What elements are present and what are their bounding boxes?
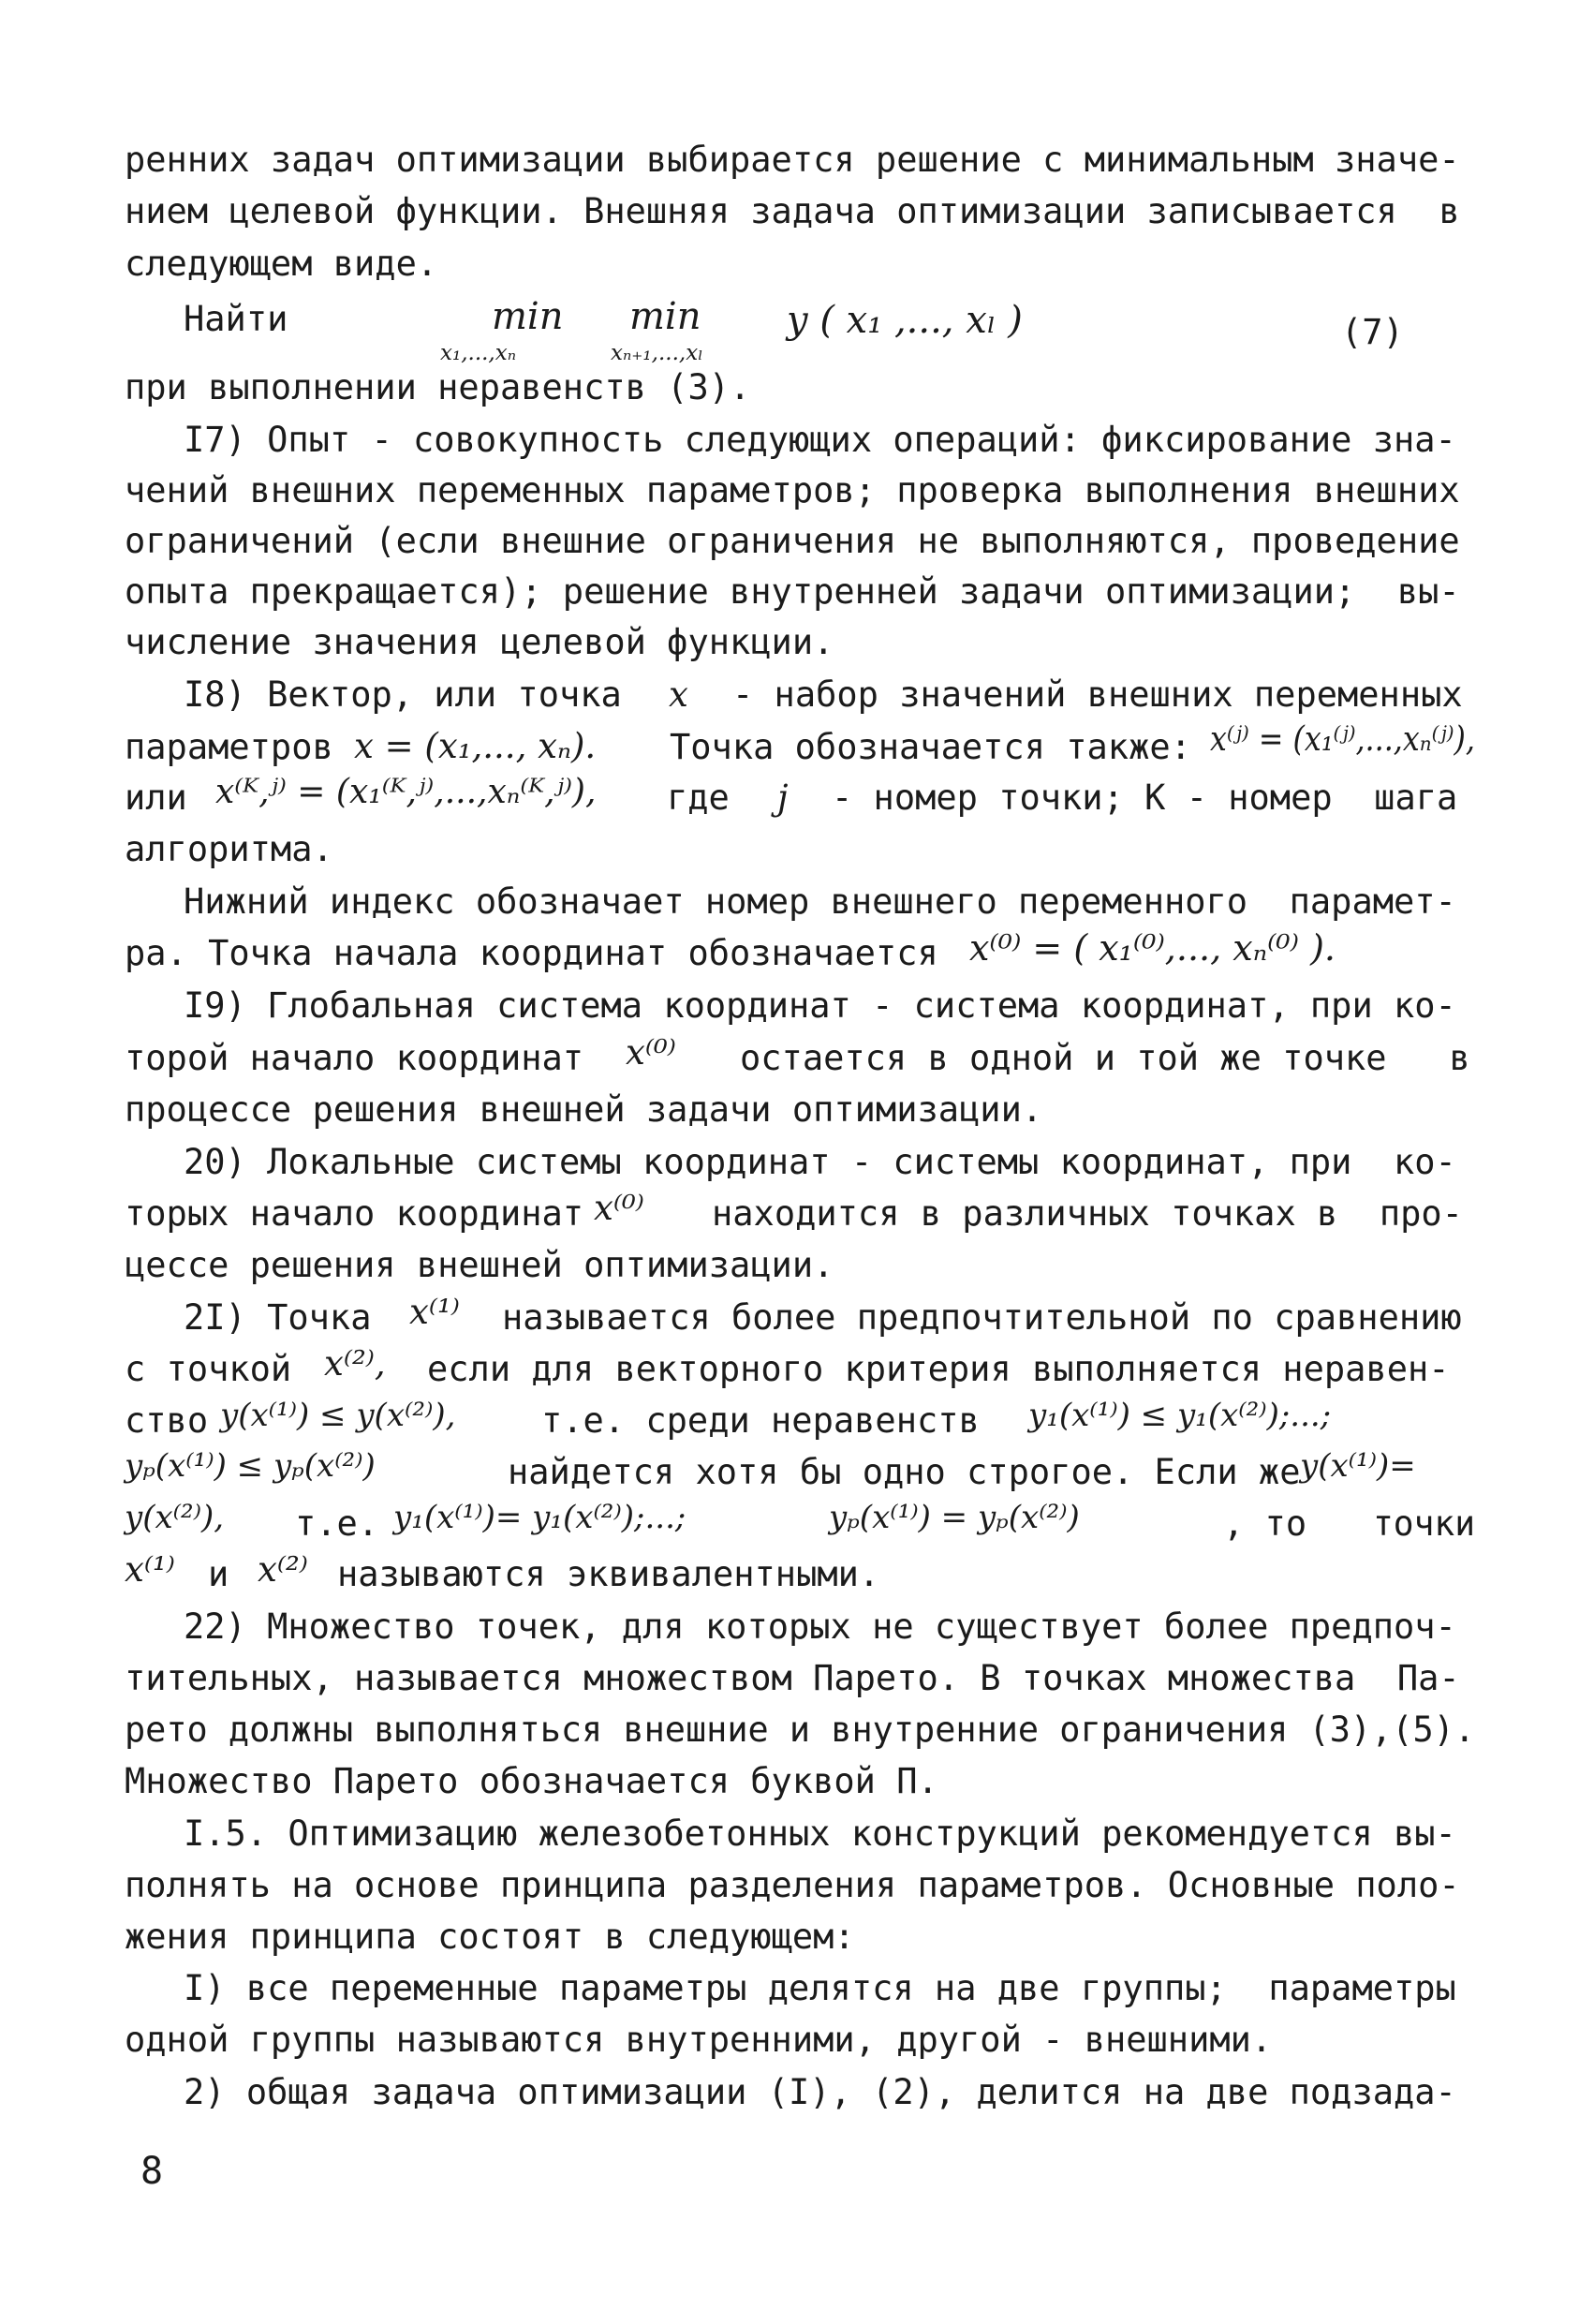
text-line: Множество Парето обозначается буквой П.	[125, 1761, 938, 1801]
text-line: - номер точки; К - номер шага	[832, 777, 1458, 818]
text-line: найдется хотя бы одно строгое. Если же	[508, 1452, 1301, 1492]
text-line: 2) общая задача оптимизации (I), (2), делится на две подзада-	[184, 2072, 1456, 2112]
math-origin: x⁽⁰⁾ = ( x₁⁽⁰⁾,..., xₙ⁽⁰⁾ ).	[969, 927, 1336, 969]
math-origin-x0: x⁽⁰⁾	[626, 1032, 676, 1073]
text-line: алгоритма.	[125, 829, 333, 869]
text-line: ренних задач оптимизации выбирается решение с минимальным значе-	[125, 140, 1460, 180]
text-line: I.5. Оптимизацию железобетонных конструкций рекомендуется вы-	[184, 1813, 1456, 1854]
text-line: , то	[1223, 1503, 1307, 1544]
math-ineq-1: y₁(x⁽¹⁾) ≤ y₁(x⁽²⁾);...;	[1028, 1397, 1332, 1434]
formula-subscript-1: x₁,...,xₙ	[440, 341, 517, 365]
math-x1: x⁽¹⁾	[409, 1292, 460, 1332]
math-vector-x: x = (x₁,..., xₙ).	[354, 726, 597, 766]
math-eq-1: y₁(x⁽¹⁾)= y₁(x⁽²⁾);...;	[393, 1499, 686, 1536]
text-line: полнять на основе принципа разделения параметров. Основные поло-	[125, 1865, 1460, 1905]
math-x2: x⁽²⁾	[258, 1549, 308, 1590]
text-line: торых начало координат	[125, 1193, 584, 1234]
text-line: жения принципа состоят в следующем:	[125, 1917, 855, 1957]
text-line: - набор значений внешних переменных	[732, 674, 1463, 715]
formula-label-find: Найти	[184, 299, 288, 339]
text-line: I9) Глобальная система координат - система координат, при ко-	[184, 985, 1456, 1026]
text-line: процессе решения внешней задачи оптимизации.	[125, 1089, 1043, 1130]
text-line: рето должны выполняться внешние и внутренние ограничения (3),(5).	[125, 1710, 1476, 1750]
text-line: числение значения целевой функции.	[125, 622, 834, 662]
page-number: 8	[140, 2150, 164, 2193]
text-line: остается в одной и той же точке в	[740, 1038, 1470, 1078]
text-line: называются эквивалентными.	[337, 1554, 880, 1594]
text-line: параметров	[125, 727, 333, 767]
formula-min-1: min	[492, 295, 564, 338]
text-line: Нижний индекс обозначает номер внешнего переменного парамет-	[184, 881, 1456, 922]
text-line: I) все переменные параметры делятся на две группы; параметры	[184, 1968, 1456, 2008]
math-x2: x⁽²⁾,	[324, 1343, 386, 1384]
text-line: или	[125, 777, 187, 818]
text-line: I7) Опыт - совокупность следующих операций: фиксирование зна-	[184, 420, 1456, 460]
text-line: цессе решения внешней оптимизации.	[125, 1245, 834, 1285]
math-x: x	[669, 674, 688, 715]
text-line: т.е. среди неравенств	[541, 1400, 980, 1441]
text-line: ра. Точка начала координат обозначается	[125, 933, 938, 973]
math-x1: x⁽¹⁾	[125, 1549, 175, 1590]
text-line: с точкой	[125, 1349, 292, 1389]
math-ineq-p: yₚ(x⁽¹⁾) ≤ yₚ(x⁽²⁾)	[125, 1447, 376, 1485]
text-line: следующем виде.	[125, 244, 438, 284]
text-line: называется более предпочтительной по сравнению	[502, 1297, 1462, 1338]
text-line: если для векторного критерия выполняется неравен-	[427, 1349, 1450, 1389]
math-point-j: x⁽ʲ⁾ = (x₁⁽ʲ⁾,...,xₙ⁽ʲ⁾),	[1210, 720, 1476, 759]
text-line: торой начало координат	[125, 1038, 584, 1078]
text-line: I8) Вектор, или точка	[184, 674, 622, 715]
text-line: 20) Локальные системы координат - системы координат, при ко-	[184, 1142, 1456, 1182]
text-line: чений внешних переменных параметров; проверка выполнения внешних	[125, 470, 1460, 511]
formula-subscript-2: xₙ₊₁,...,xₗ	[611, 341, 703, 365]
text-line: 22) Множество точек, для которых не существует более предпоч-	[184, 1606, 1456, 1647]
text-line: точки	[1373, 1503, 1475, 1544]
text-line: ограничений (если внешние ограничения не выполняются, проведение	[125, 521, 1460, 561]
text-line: нием целевой функции. Внешняя задача оптимизации записывается в	[125, 191, 1460, 231]
math-vector-ineq: y(x⁽¹⁾) ≤ y(x⁽²⁾),	[220, 1397, 456, 1434]
formula-min-2: min	[629, 295, 701, 338]
text-line: опыта прекращается); решение внутренней задачи оптимизации; вы-	[125, 571, 1460, 612]
math-eq-start: y(x⁽¹⁾)=	[1300, 1447, 1416, 1485]
math-eq-p: yₚ(x⁽¹⁾) = yₚ(x⁽²⁾)	[829, 1499, 1080, 1536]
math-origin-x0: x⁽⁰⁾	[594, 1188, 644, 1228]
text-line: находится в различных точках в про-	[712, 1193, 1463, 1234]
text-line: одной группы называются внутренними, другой - внешними.	[125, 2020, 1273, 2060]
text-line: где	[667, 777, 730, 818]
text-line: Точка обозначается также:	[670, 727, 1191, 767]
text-line: ство	[125, 1400, 209, 1441]
text-line: при выполнении неравенств (3).	[125, 367, 751, 407]
text-line: 2I) Точка	[184, 1297, 372, 1338]
math-j: j	[777, 777, 789, 818]
math-eq-y2: y(x⁽²⁾),	[125, 1499, 225, 1536]
text-line: тительных, называется множеством Парето. В точках множества Па-	[125, 1658, 1460, 1698]
formula-number: (7)	[1341, 312, 1404, 352]
text-line: т.е.	[295, 1503, 379, 1544]
text-line: и	[208, 1554, 229, 1594]
math-point-kj: x⁽ᴷ,ʲ⁾ = (x₁⁽ᴷ,ʲ⁾,...,xₙ⁽ᴷ,ʲ⁾),	[215, 773, 597, 811]
formula-objective: y ( x₁ ,..., xₗ )	[787, 299, 1023, 342]
